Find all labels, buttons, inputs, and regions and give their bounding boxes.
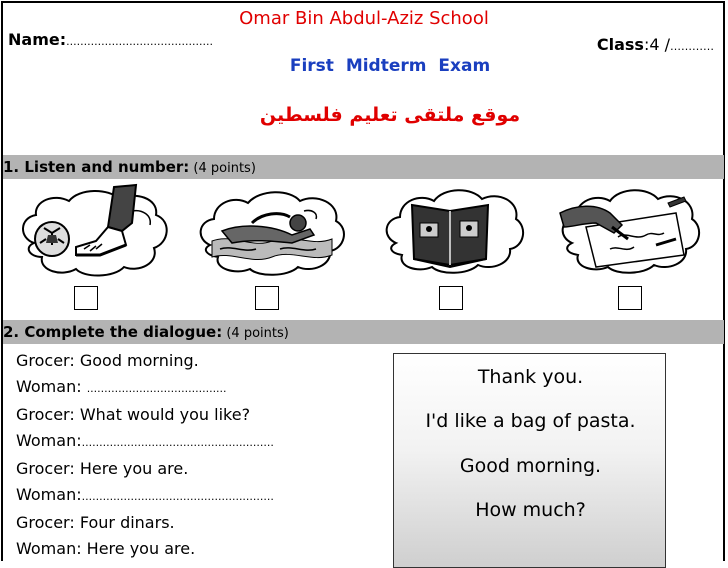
dialogue-line <box>16 428 274 456</box>
name-label: Name <box>8 30 60 49</box>
exam-title: First Midterm Exam <box>289 56 491 76</box>
section1-number: 1. <box>3 158 20 176</box>
speaker: Grocer: <box>16 459 75 478</box>
football-kick-picture <box>14 183 174 283</box>
picture4-number-box[interactable] <box>618 286 642 310</box>
speaker: Grocer: <box>16 351 75 370</box>
section1-points: (4 points) <box>189 161 256 176</box>
answer-blank[interactable]: ....................................................... <box>81 490 274 503</box>
speaker: Woman: <box>16 377 82 396</box>
picture1-number-box[interactable] <box>74 286 98 310</box>
picture2-number-box[interactable] <box>255 286 279 310</box>
dialogue-line <box>16 510 274 536</box>
name-blank[interactable]: .......................................... <box>66 35 213 48</box>
answer-blank[interactable]: ........................................ <box>86 382 227 395</box>
speaker: Woman: <box>16 431 82 450</box>
speaker: Woman: <box>16 485 82 504</box>
dialogue-line <box>16 402 274 428</box>
class-blank[interactable]: ………… <box>670 40 714 53</box>
dialogue-line <box>16 374 274 402</box>
class-label: Class <box>596 35 644 54</box>
speaker: Grocer: <box>16 405 75 424</box>
section1-header <box>3 155 724 179</box>
section2-header <box>3 320 724 344</box>
reading-book-picture <box>380 183 526 283</box>
name-colon: : <box>59 30 67 49</box>
dialogue-line <box>16 536 274 562</box>
speaker: Woman: <box>16 539 82 558</box>
section2-number: 2. <box>3 323 20 341</box>
school-name: Omar Bin Abdul-Aziz School <box>239 8 489 29</box>
line-text: Good morning. <box>74 351 199 370</box>
section2-title: Complete the dialogue: <box>19 323 223 341</box>
word-option: I'd like a bag of pasta. <box>425 410 636 432</box>
class-field[interactable] <box>597 35 714 54</box>
name-field[interactable] <box>8 30 213 49</box>
dialogue <box>16 348 274 562</box>
word-option: Thank you. <box>477 366 584 388</box>
picture3-number-box[interactable] <box>439 286 463 310</box>
word-option: Good morning. <box>459 455 602 477</box>
dialogue-line <box>16 456 274 482</box>
line-text: Four dinars. <box>74 513 175 532</box>
dialogue-line <box>16 348 274 374</box>
word-box <box>393 353 666 568</box>
word-option: How much? <box>475 499 586 521</box>
swimming-picture <box>192 183 352 283</box>
line-text: Here you are. <box>81 539 196 558</box>
arabic-site-title: موقع ملتقى تعليم فلسطين <box>259 104 521 126</box>
speaker: Grocer: <box>16 513 75 532</box>
drawing-picture <box>556 183 702 283</box>
answer-blank[interactable]: ....................................................... <box>81 436 274 449</box>
dialogue-line <box>16 482 274 510</box>
class-value: :4 / <box>643 35 670 54</box>
section1-title: Listen and number: <box>19 158 190 176</box>
line-text: What would you like? <box>74 405 251 424</box>
section2-points: (4 points) <box>222 326 289 341</box>
line-text: Here you are. <box>74 459 189 478</box>
